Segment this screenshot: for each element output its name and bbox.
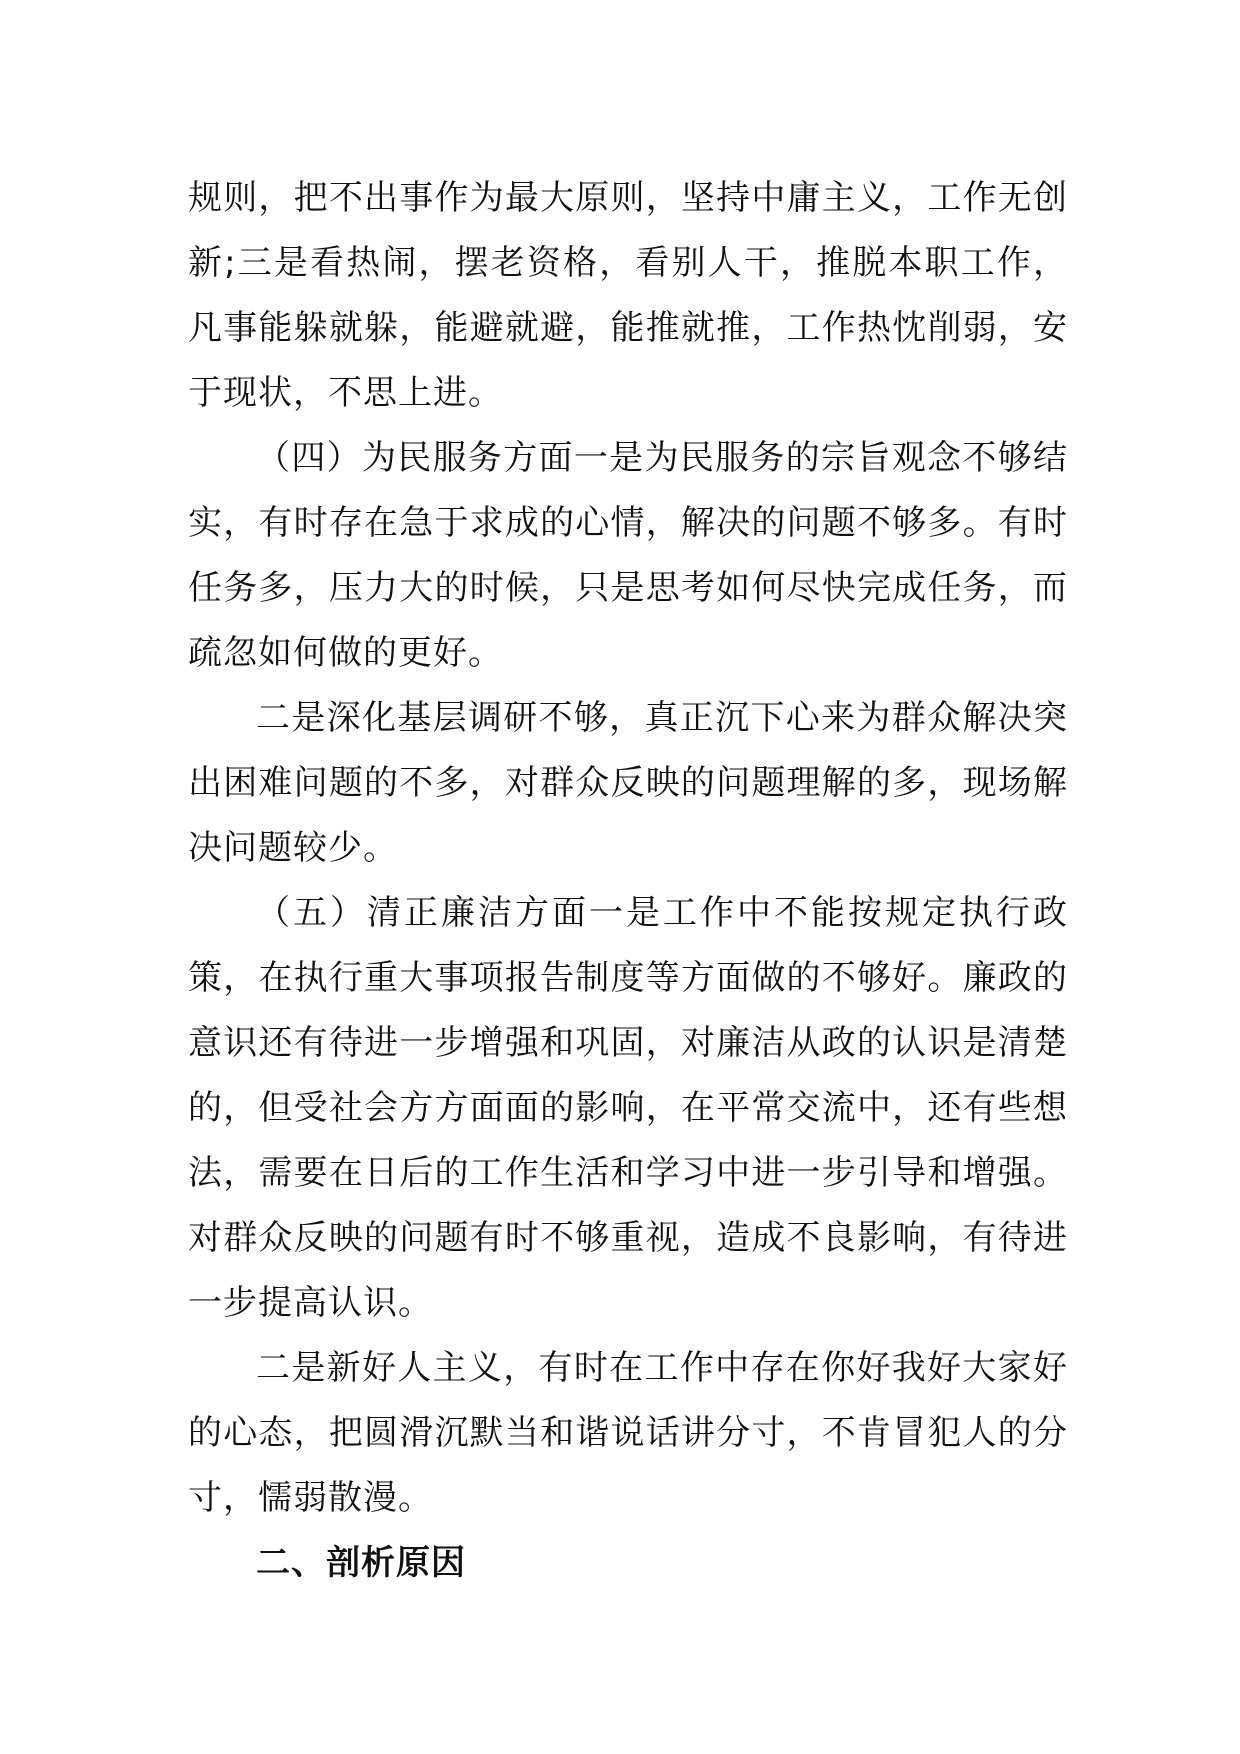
paragraph-research: 二是深化基层调研不够，真正沉下心来为群众解决突出困难问题的不多，对群众反映的问题理解的多，现场解决问题较少。 — [188, 698, 1068, 868]
paragraph-integrity: （五）清正廉洁方面一是工作中不能按规定执行政策，在执行重大事项报告制度等方面做的不够好。廉政的意识还有待进一步增强和巩固，对廉洁从政的认识是清楚的，但受社会方方面面的影响，在平常交流中，还有些想法，需要在日后的工作生活和学习中进一步引导和增强。对群众反映的问题有时不够重视，造成不良影响，有待进一步提高认识。 — [188, 893, 1068, 1323]
section-heading: 二、剖析原因 — [256, 1543, 466, 1583]
document-body — [188, 166, 1068, 1596]
paragraph-continuation: 规则，把不出事作为最大原则，坚持中庸主义，工作无创新;三是看热闹，摆老资格，看别人干，推脱本职工作，凡事能躲就躲，能避就避，能推就推，工作热忱削弱，安于现状，不思上进。 — [188, 178, 1068, 413]
paragraph-good-person: 二是新好人主义，有时在工作中存在你好我好大家好的心态，把圆滑沉默当和谐说话讲分寸，不肯冒犯人的分寸，懦弱散漫。 — [188, 1348, 1068, 1518]
paragraph-service: （四）为民服务方面一是为民服务的宗旨观念不够结实，有时存在急于求成的心情，解决的问题不够多。有时任务多，压力大的时候，只是思考如何尽快完成任务，而疏忽如何做的更好。 — [188, 438, 1068, 673]
